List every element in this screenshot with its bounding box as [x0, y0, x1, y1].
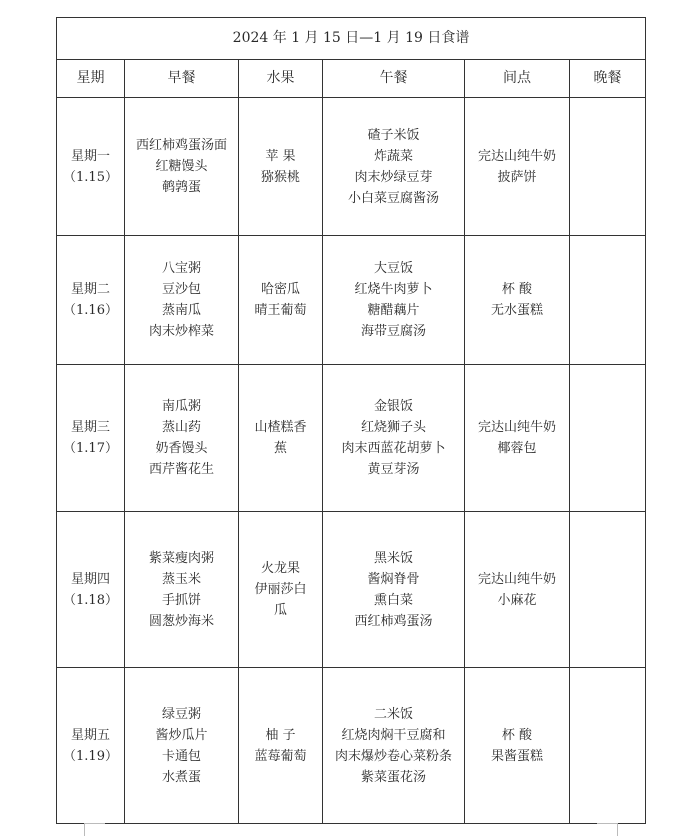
menu-item: 黄豆芽汤	[367, 462, 420, 477]
menu-item: 完达山纯牛奶	[477, 420, 556, 435]
dinner-cell	[570, 365, 646, 512]
menu-item: 肉末炒榨菜	[148, 324, 214, 339]
menu-item: 肉末爆炒卷心菜粉条	[334, 748, 452, 764]
table-row	[57, 236, 646, 365]
menu-item: 西芹酱花生	[148, 462, 214, 477]
snack-cell	[465, 236, 570, 365]
day-cell	[57, 512, 125, 668]
menu-item: 卡通包	[161, 748, 201, 764]
header-snack: 间点	[465, 60, 570, 98]
menu-item: 西红柿鸡蛋汤面	[135, 138, 227, 153]
menu-item: 完达山纯牛奶	[477, 571, 556, 587]
snack-cell	[465, 668, 570, 824]
menu-item: 火龙果	[260, 561, 300, 576]
menu-title: 2024 年 1 月 15 日—1 月 19 日食谱	[57, 18, 646, 60]
menu-item: 红烧牛肉萝卜	[354, 282, 433, 297]
menu-item: 海带豆腐汤	[360, 324, 426, 339]
menu-item: 鹌鹑蛋	[161, 180, 201, 195]
menu-item: 红烧肉焖干豆腐和	[341, 727, 446, 743]
dinner-cell	[570, 236, 646, 365]
menu-item: 金银饭	[373, 399, 413, 414]
menu-item: 糖醋藕片	[367, 303, 420, 318]
weekly-menu-table	[56, 17, 646, 824]
menu-item: 碴子米饭	[367, 127, 420, 143]
day-name: 星期一	[70, 148, 110, 164]
menu-item: 南瓜粥	[161, 399, 201, 414]
day-cell	[57, 98, 125, 236]
day-date: （1.19）	[63, 748, 118, 764]
day-cell	[57, 365, 125, 512]
day-date: （1.18）	[63, 592, 118, 608]
breakfast-cell	[125, 365, 239, 512]
menu-item: 肉末西蓝花胡萝卜	[341, 441, 446, 456]
snack-cell	[465, 98, 570, 236]
menu-item: 披萨饼	[497, 169, 537, 185]
fruit-cell	[239, 236, 323, 365]
menu-item: 手抓饼	[161, 592, 201, 608]
menu-item: 哈密瓜	[260, 282, 300, 297]
menu-item: 红糖馒头	[155, 159, 208, 174]
menu-item: 晴王葡萄	[254, 303, 307, 318]
breakfast-cell	[125, 512, 239, 668]
menu-item: 大豆饭	[373, 261, 413, 276]
menu-item: 蒸山药	[161, 420, 201, 435]
menu-item: 豆沙包	[161, 282, 201, 297]
header-row	[57, 60, 646, 98]
menu-item: 肉末炒绿豆芽	[354, 169, 433, 185]
fruit-cell	[239, 512, 323, 668]
menu-item: 苹 果	[265, 148, 296, 164]
fruit-cell	[239, 98, 323, 236]
menu-item: 酱焖脊骨	[367, 571, 420, 587]
lunch-cell	[323, 236, 465, 365]
menu-item: 紫菜蛋花汤	[360, 769, 426, 785]
menu-item: 小麻花	[497, 592, 537, 608]
menu-item: 小白菜豆腐酱汤	[347, 190, 439, 206]
menu-item: 蒸玉米	[161, 571, 201, 587]
lunch-cell	[323, 365, 465, 512]
menu-item: 椰蓉包	[497, 441, 537, 456]
lunch-cell	[323, 668, 465, 824]
menu-item: 熏白菜	[373, 592, 413, 608]
page-corner-mark-left	[84, 823, 105, 836]
dinner-cell	[570, 98, 646, 236]
menu-item: 紫菜瘦肉粥	[148, 550, 214, 566]
breakfast-cell	[125, 98, 239, 236]
menu-item: 水煮蛋	[161, 769, 201, 785]
menu-item: 西红柿鸡蛋汤	[354, 613, 433, 629]
snack-cell	[465, 512, 570, 668]
menu-item: 伊丽莎白瓜	[254, 582, 307, 618]
day-name: 星期四	[70, 571, 110, 587]
day-date: （1.16）	[63, 303, 118, 318]
menu-item: 猕猴桃	[260, 169, 300, 185]
day-date: （1.15）	[63, 169, 118, 185]
table-row	[57, 668, 646, 824]
page-corner-mark-right	[597, 823, 618, 836]
day-cell	[57, 236, 125, 365]
menu-item: 炸蔬菜	[373, 148, 413, 164]
menu-item: 奶香馒头	[155, 441, 208, 456]
day-cell	[57, 668, 125, 824]
breakfast-cell	[125, 236, 239, 365]
menu-item: 山楂糕香蕉	[254, 420, 307, 456]
title-row	[57, 18, 646, 60]
day-name: 星期五	[70, 727, 110, 743]
menu-item: 绿豆粥	[161, 706, 201, 722]
menu-item: 杯 酸	[501, 282, 533, 297]
menu-item: 酱炒瓜片	[155, 727, 208, 743]
day-name: 星期三	[70, 420, 110, 435]
table-row	[57, 98, 646, 236]
header-dinner: 晚餐	[570, 60, 646, 98]
dinner-cell	[570, 668, 646, 824]
menu-item: 完达山纯牛奶	[477, 148, 556, 164]
menu-item: 红烧狮子头	[360, 420, 426, 435]
menu-item: 蓝莓葡萄	[254, 748, 307, 764]
menu-item: 杯 酸	[501, 727, 533, 743]
day-name: 星期二	[70, 282, 110, 297]
fruit-cell	[239, 668, 323, 824]
dinner-cell	[570, 512, 646, 668]
header-lunch: 午餐	[323, 60, 465, 98]
breakfast-cell	[125, 668, 239, 824]
menu-item: 柚 子	[265, 727, 296, 743]
header-day: 星期	[57, 60, 125, 98]
snack-cell	[465, 365, 570, 512]
menu-item: 黑米饭	[373, 550, 413, 566]
menu-item: 圆葱炒海米	[148, 613, 214, 629]
lunch-cell	[323, 512, 465, 668]
menu-item: 二米饭	[373, 706, 413, 722]
header-fruit: 水果	[239, 60, 323, 98]
fruit-cell	[239, 365, 323, 512]
header-breakfast: 早餐	[125, 60, 239, 98]
menu-item: 八宝粥	[161, 261, 201, 276]
menu-item: 无水蛋糕	[490, 303, 543, 318]
table-row	[57, 512, 646, 668]
day-date: （1.17）	[63, 441, 118, 456]
lunch-cell	[323, 98, 465, 236]
menu-item: 蒸南瓜	[161, 303, 201, 318]
menu-item: 果酱蛋糕	[490, 748, 543, 764]
table-row	[57, 365, 646, 512]
